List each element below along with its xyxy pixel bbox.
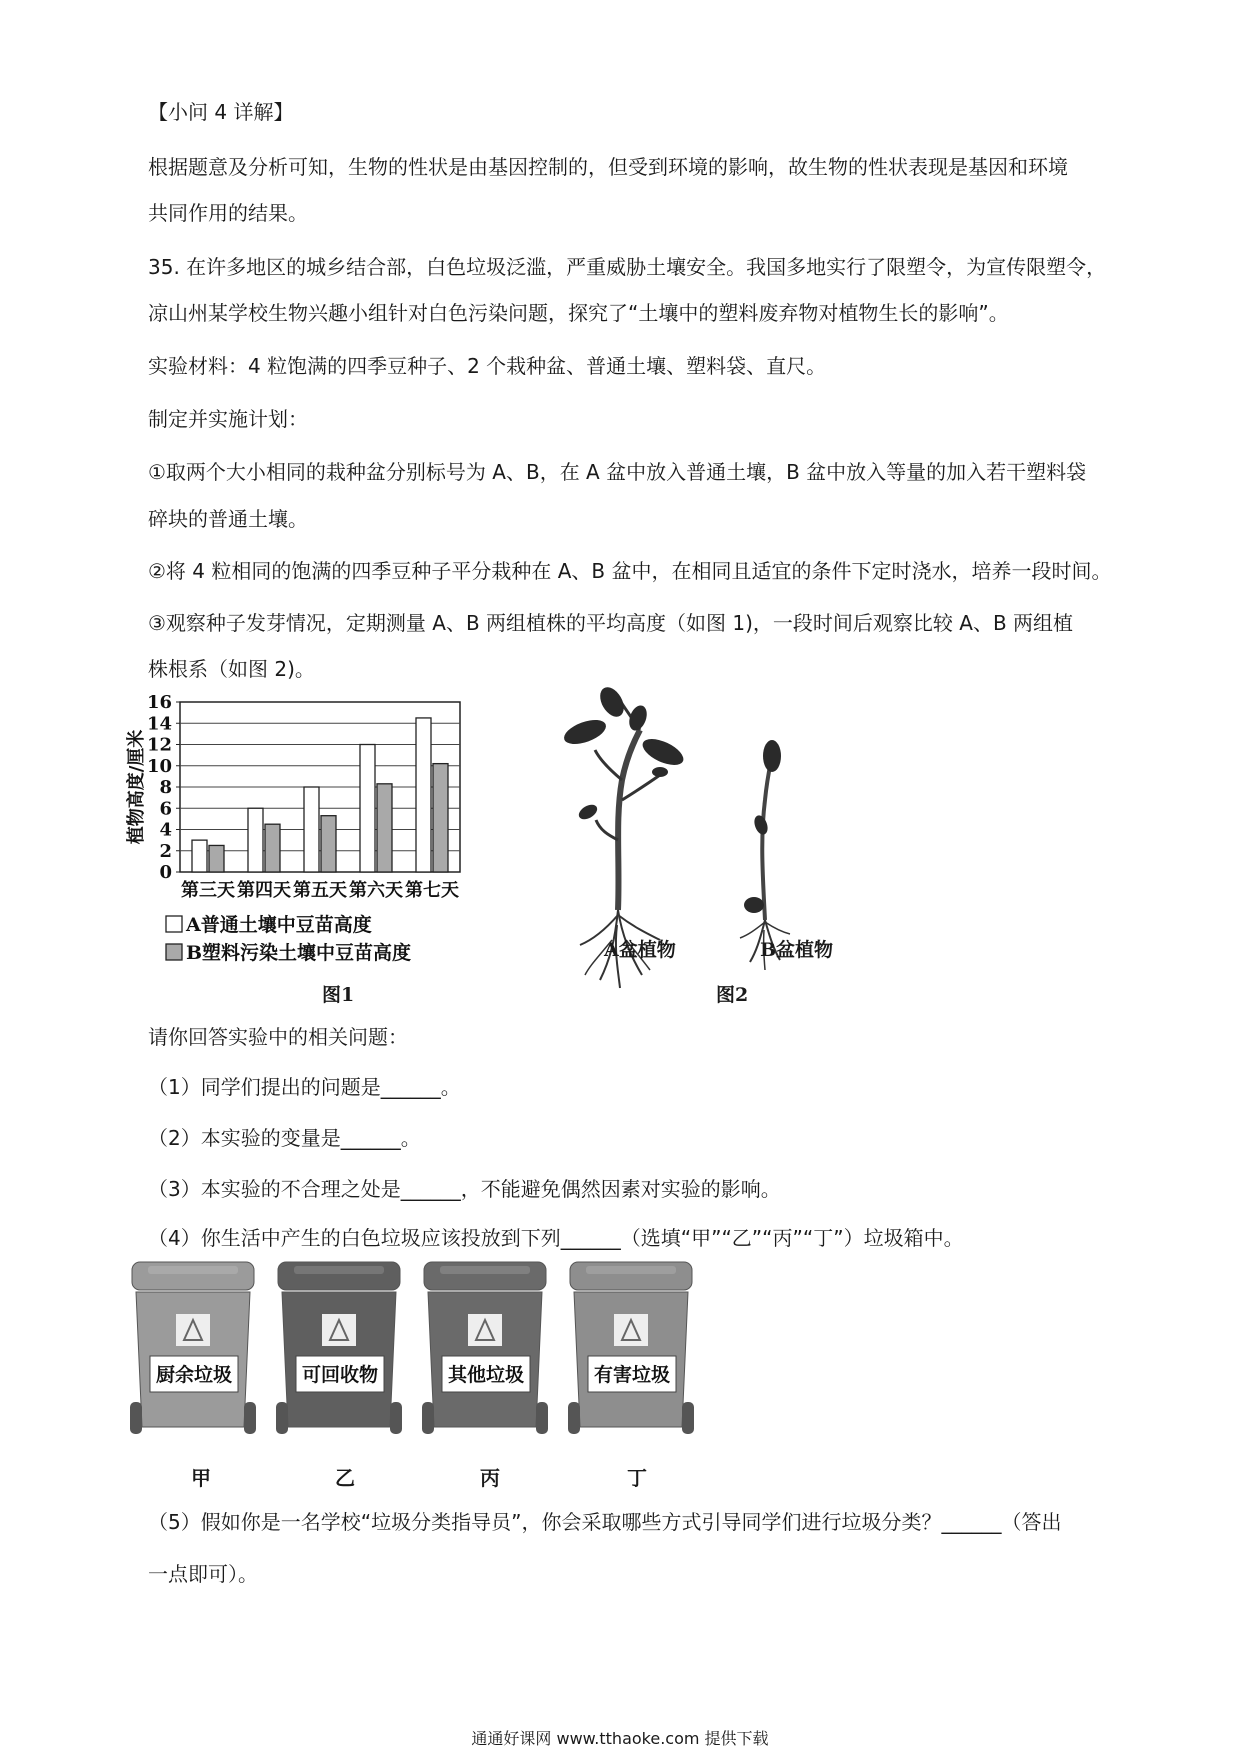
- bin-label-text: 厨余垃圾: [155, 1364, 233, 1386]
- question-5-line-1: （5）假如你是一名学校“垃圾分类指导员”，你会采取哪些方式引导同学们进行垃圾分类？______（答出: [148, 1510, 1062, 1534]
- bin-label-text: 其他垃圾: [447, 1364, 525, 1386]
- section-heading: 【小问 4 详解】: [148, 100, 294, 124]
- question-4: （4）你生活中产生的白色垃圾应该投放到下列______（选填“甲”“乙”“丙”“丁”）垃圾箱中。: [148, 1226, 964, 1250]
- y-tick-label: 8: [159, 777, 172, 798]
- text-line-3: 35. 在许多地区的城乡结合部，白色垃圾泛滥，严重威胁土壤安全。我国多地实行了限塑令，为宣传限塑令，: [148, 255, 1107, 279]
- text-line-5: 实验材料：4 粒饱满的四季豆种子、2 个栽种盆、普通土壤、塑料袋、直尺。: [148, 354, 827, 378]
- bar-b-4: [433, 764, 448, 872]
- text-line-8: 碎块的普通土壤。: [148, 507, 308, 531]
- bar-a-3: [360, 745, 375, 873]
- text-line-10: ③观察种子发芽情况，定期测量 A、B 两组植株的平均高度（如图 1)，一段时间后观察比较 A、B 两组植: [148, 611, 1074, 635]
- y-axis-label: 植物高度/厘米: [126, 729, 147, 845]
- text-line-9: ②将 4 粒相同的饱满的四季豆种子平分栽种在 A、B 盆中，在相同且适宜的条件下定时浇水，培养一段时间。: [148, 559, 1112, 583]
- bar-b-3: [377, 784, 392, 872]
- y-tick-label: 16: [146, 692, 172, 713]
- text-line-11: 株根系（如图 2)。: [148, 657, 315, 681]
- x-tick-label: 第七天: [405, 880, 459, 901]
- bar-a-2: [304, 787, 319, 872]
- bin-wheel: [130, 1402, 142, 1434]
- plant-b-label: B盆植物: [760, 939, 834, 961]
- text-line-2: 共同作用的结果。: [148, 201, 308, 225]
- bin-label-text: 可回收物: [301, 1364, 379, 1386]
- text-line-1: 根据题意及分析可知，生物的性状是由基因控制的，但受到环境的影响，故生物的性状表现是基因和环境: [148, 155, 1068, 179]
- bar-a-0: [192, 840, 207, 872]
- bar-a-4: [416, 718, 431, 872]
- footer-source: 通通好课网 www.tthaoke.com 提供下载: [471, 1729, 769, 1748]
- text-line-7: ①取两个大小相同的栽种盆分别标号为 A、B，在 A 盆中放入普通土壤，B 盆中放入等量的加入若干塑料袋: [148, 460, 1087, 484]
- x-tick-label: 第五天: [293, 880, 347, 901]
- y-tick-label: 14: [146, 713, 172, 735]
- plant-a-label: A盆植物: [604, 939, 676, 961]
- question-3: （3）本实验的不合理之处是______，不能避免偶然因素对实验的影响。: [148, 1177, 781, 1201]
- bin-lid-handle: [586, 1266, 676, 1274]
- bin-name-bing: 丙: [480, 1466, 500, 1490]
- y-tick-label: 6: [159, 798, 172, 820]
- bin-3: [568, 1262, 694, 1434]
- bar-b-2: [321, 816, 336, 872]
- y-tick-label: 0: [159, 862, 172, 883]
- legend-swatch: [166, 916, 182, 932]
- question-1: （1）同学们提出的问题是______。: [148, 1075, 461, 1099]
- y-tick-label: 4: [159, 819, 172, 841]
- bin-wheel: [276, 1402, 288, 1434]
- bar-b-0: [209, 845, 224, 872]
- bin-wheel: [682, 1402, 694, 1434]
- bar-a-1: [248, 808, 263, 872]
- bin-name-ding: 丁: [627, 1466, 647, 1490]
- y-tick-label: 12: [146, 734, 172, 756]
- bin-0: [130, 1262, 256, 1434]
- text-line-4: 凉山州某学校生物兴趣小组针对白色污染问题，探究了“土壤中的塑料废弃物对植物生长的影响”。: [148, 301, 1009, 325]
- question-2: （2）本实验的变量是______。: [148, 1126, 421, 1150]
- bin-label-text: 有害垃圾: [593, 1364, 671, 1386]
- bin-1: [276, 1262, 402, 1434]
- bin-lid-handle: [294, 1266, 384, 1274]
- y-tick-label: 2: [159, 840, 172, 862]
- legend-label: B塑料污染土壤中豆苗高度: [186, 942, 412, 964]
- y-tick-label: 10: [146, 755, 172, 777]
- x-tick-label: 第六天: [349, 880, 403, 901]
- bin-lid-handle: [148, 1266, 238, 1274]
- bin-wheel: [390, 1402, 402, 1434]
- x-tick-label: 第三天: [181, 880, 235, 901]
- x-tick-label: 第四天: [237, 880, 291, 901]
- legend-label: A普通土壤中豆苗高度: [186, 914, 372, 936]
- figure-2-caption: 图2: [716, 984, 749, 1006]
- bar-b-1: [265, 824, 280, 872]
- bin-name-jia: 甲: [191, 1466, 211, 1490]
- bin-name-yi: 乙: [335, 1466, 355, 1490]
- figure-1-caption: 图1: [322, 984, 355, 1006]
- bin-wheel: [536, 1402, 548, 1434]
- bin-wheel: [244, 1402, 256, 1434]
- bin-wheel: [422, 1402, 434, 1434]
- text-line-6: 制定并实施计划：: [148, 407, 308, 431]
- legend-swatch: [166, 944, 182, 960]
- figure-1-chart: [126, 690, 530, 1000]
- question-intro: 请你回答实验中的相关问题：: [148, 1025, 408, 1049]
- bin-2: [422, 1262, 548, 1434]
- question-5-line-2: 一点即可）。: [148, 1562, 258, 1586]
- bin-wheel: [568, 1402, 580, 1434]
- garbage-bins-figure: [128, 1262, 718, 1462]
- bin-lid-handle: [440, 1266, 530, 1274]
